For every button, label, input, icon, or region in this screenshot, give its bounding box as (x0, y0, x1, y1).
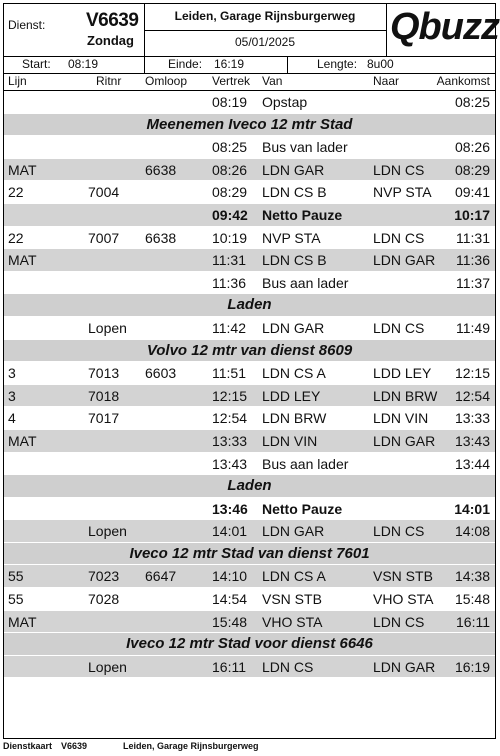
divider (144, 56, 145, 73)
cell-van: LDN CS B (262, 252, 327, 269)
cell-van: LDN CS A (262, 365, 326, 382)
section-banner: Volvo 12 mtr van dienst 8609 (4, 340, 495, 363)
cell-vertrek: 13:33 (212, 432, 248, 449)
col-omloop: Omloop (145, 74, 188, 88)
cell-vertrek: 08:19 (212, 94, 248, 110)
cell-aankomst: 11:37 (456, 274, 490, 291)
lengte-label: Lengte: (317, 57, 358, 71)
footer-label: Dienstkaart (3, 741, 53, 751)
trip-row (4, 565, 495, 588)
trip-row (4, 520, 495, 543)
col-lijn: Lijn (8, 74, 27, 88)
trip-row (4, 204, 495, 227)
trip-row (4, 227, 495, 250)
cell-aankomst: 16:11 (456, 613, 490, 630)
cell-van: Bus aan lader (262, 274, 349, 291)
start-value: 08:19 (68, 57, 99, 71)
cell-lijn: 3 (8, 365, 16, 382)
cell-lijn: MAT (8, 161, 37, 178)
section-banner: Laden (4, 294, 495, 317)
cell-aankomst: 11:36 (456, 252, 490, 269)
cell-van: LDN CS B (262, 184, 327, 201)
duty-card (3, 3, 499, 739)
cell-ritnr: 7018 (88, 387, 120, 404)
cell-aankomst: 10:17 (454, 206, 490, 223)
cell-aankomst: 12:54 (454, 387, 490, 404)
cell-van: NVP STA (262, 229, 321, 246)
cell-lijn: 55 (8, 591, 24, 608)
cell-omloop: 6638 (145, 229, 177, 246)
cell-lijn: 22 (8, 184, 24, 201)
einde-label: Einde: (168, 57, 203, 71)
cell-naar: LDN GAR (373, 252, 436, 269)
cell-vertrek: 13:43 (212, 455, 248, 472)
cell-vertrek: 14:10 (212, 568, 248, 585)
cell-aankomst: 15:48 (454, 591, 490, 608)
cell-naar: LDN CS (373, 161, 425, 178)
cell-naar: LDN CS (373, 319, 425, 336)
cell-van: LDN GAR (262, 319, 325, 336)
day-label: Zondag (87, 33, 134, 48)
cell-aankomst: 08:29 (454, 161, 490, 178)
cell-aankomst: 13:33 (454, 410, 490, 427)
trip-row (4, 407, 495, 430)
cell-naar: LDN BRW (373, 387, 438, 404)
cell-aankomst: 11:31 (456, 229, 490, 246)
trip-row (4, 317, 495, 340)
cell-aankomst: 09:41 (454, 184, 490, 201)
section-banner: Laden (4, 475, 495, 498)
section-banner: Meenemen Iveco 12 mtr Stad (4, 114, 495, 137)
col-van: Van (262, 74, 283, 88)
trip-row (4, 136, 495, 159)
cell-ritnr: 7007 (88, 229, 120, 246)
cell-omloop: 6647 (145, 568, 177, 585)
col-aankomst: Aankomst (436, 74, 490, 88)
cell-lijn: 4 (8, 410, 16, 427)
divider (287, 56, 288, 73)
lengte-value: 8u00 (367, 57, 394, 71)
time-summary-row (4, 56, 495, 74)
dienst-label: Dienst: (8, 18, 46, 32)
trip-list (4, 91, 495, 678)
cell-van: Bus aan lader (262, 455, 349, 472)
cell-vertrek: 12:15 (212, 387, 248, 404)
divider (386, 4, 387, 56)
cell-naar: LDN CS (373, 229, 425, 246)
trip-row (4, 249, 495, 272)
cell-van: LDN CS (262, 658, 314, 675)
cell-lijn: MAT (8, 252, 37, 269)
trip-row (4, 385, 495, 408)
cell-naar: NVP STA (373, 184, 432, 201)
cell-aankomst: 08:26 (454, 139, 490, 156)
cell-aankomst: 14:01 (454, 500, 490, 517)
garage-location: Leiden, Garage Rijnsburgerweg (174, 9, 356, 23)
cell-naar: LDN CS (373, 613, 425, 630)
einde-value: 16:19 (214, 57, 245, 71)
col-vertrek: Vertrek (212, 74, 251, 88)
cell-van: LDN CS A (262, 568, 326, 585)
cell-aankomst: 08:25 (454, 94, 490, 110)
start-label: Start: (22, 57, 51, 71)
trip-row (4, 159, 495, 182)
cell-van: Bus van lader (262, 139, 348, 156)
cell-omloop: 6603 (145, 365, 177, 382)
footer-code: V6639 (61, 741, 88, 751)
cell-van: Netto Pauze (262, 500, 343, 517)
cell-van: Netto Pauze (262, 206, 343, 223)
trip-row (4, 453, 495, 476)
cell-vertrek: 11:36 (212, 274, 246, 291)
cell-van: LDN VIN (262, 432, 318, 449)
cell-aankomst: 14:38 (454, 568, 490, 585)
cell-naar: LDN GAR (373, 432, 436, 449)
cell-vertrek: 14:01 (212, 523, 248, 540)
cell-ritnr: 7013 (88, 365, 120, 382)
cell-vertrek: 11:42 (212, 319, 246, 336)
footer-location: Leiden, Garage Rijnsburgerweg (123, 741, 259, 751)
section-banner: Iveco 12 mtr Stad voor dienst 6646 (4, 633, 495, 656)
trip-row (4, 588, 495, 611)
cell-aankomst: 14:08 (454, 523, 490, 540)
card-header (4, 4, 499, 57)
cell-naar: LDD LEY (373, 365, 432, 382)
cell-vertrek: 14:54 (212, 591, 248, 608)
cell-van: VHO STA (262, 613, 323, 630)
cell-vertrek: 15:48 (212, 613, 248, 630)
cell-ritnr: Lopen (88, 319, 127, 336)
cell-aankomst: 11:49 (456, 319, 490, 336)
cell-aankomst: 12:15 (454, 365, 490, 382)
trip-row (4, 430, 495, 453)
cell-ritnr: Lopen (88, 523, 127, 540)
col-ritnr: Ritnr (96, 74, 122, 88)
cell-van: Opstap (262, 94, 308, 110)
cell-naar: LDN CS (373, 523, 425, 540)
cell-omloop: 6638 (145, 161, 177, 178)
section-banner: Iveco 12 mtr Stad van dienst 7601 (4, 543, 495, 566)
cell-van: LDN GAR (262, 523, 325, 540)
trip-row (4, 272, 495, 295)
cell-vertrek: 08:25 (212, 139, 248, 156)
cell-vertrek: 16:11 (212, 658, 246, 675)
cell-aankomst: 13:43 (454, 432, 490, 449)
qbuzz-logo: Qbuzz (390, 6, 499, 48)
trip-row (4, 498, 495, 521)
cell-ritnr: 7017 (88, 410, 120, 427)
cell-vertrek: 09:42 (212, 206, 248, 223)
cell-van: LDN BRW (262, 410, 327, 427)
column-header (4, 73, 495, 91)
cell-naar: VHO STA (373, 591, 434, 608)
col-naar: Naar (373, 74, 400, 88)
cell-vertrek: 08:26 (212, 161, 248, 178)
divider (144, 30, 386, 31)
cell-lijn: MAT (8, 613, 37, 630)
cell-lijn: 3 (8, 387, 16, 404)
cell-vertrek: 10:19 (212, 229, 248, 246)
trip-row (4, 656, 495, 679)
cell-naar: LDN VIN (373, 410, 429, 427)
trip-row (4, 611, 495, 634)
cell-van: LDN GAR (262, 161, 325, 178)
cell-lijn: 22 (8, 229, 24, 246)
cell-van: LDD LEY (262, 387, 321, 404)
cell-naar: VSN STB (373, 568, 433, 585)
cell-ritnr: 7004 (88, 184, 120, 201)
cell-van: VSN STB (262, 591, 322, 608)
cell-vertrek: 13:46 (212, 500, 248, 517)
trip-row (4, 181, 495, 204)
trip-row (4, 362, 495, 385)
service-date: 05/01/2025 (234, 35, 296, 49)
trip-row (4, 91, 495, 114)
cell-lijn: 55 (8, 568, 24, 585)
cell-ritnr: Lopen (88, 658, 127, 675)
cell-vertrek: 08:29 (212, 184, 248, 201)
dienst-code: V6639 (86, 10, 139, 31)
cell-vertrek: 11:51 (212, 365, 246, 382)
cell-aankomst: 16:19 (454, 658, 490, 675)
cell-ritnr: 7028 (88, 591, 120, 608)
cell-lijn: MAT (8, 432, 37, 449)
cell-ritnr: 7023 (88, 568, 120, 585)
cell-vertrek: 11:31 (212, 252, 246, 269)
cell-aankomst: 13:44 (454, 455, 490, 472)
cell-naar: LDN GAR (373, 658, 436, 675)
cell-vertrek: 12:54 (212, 410, 248, 427)
